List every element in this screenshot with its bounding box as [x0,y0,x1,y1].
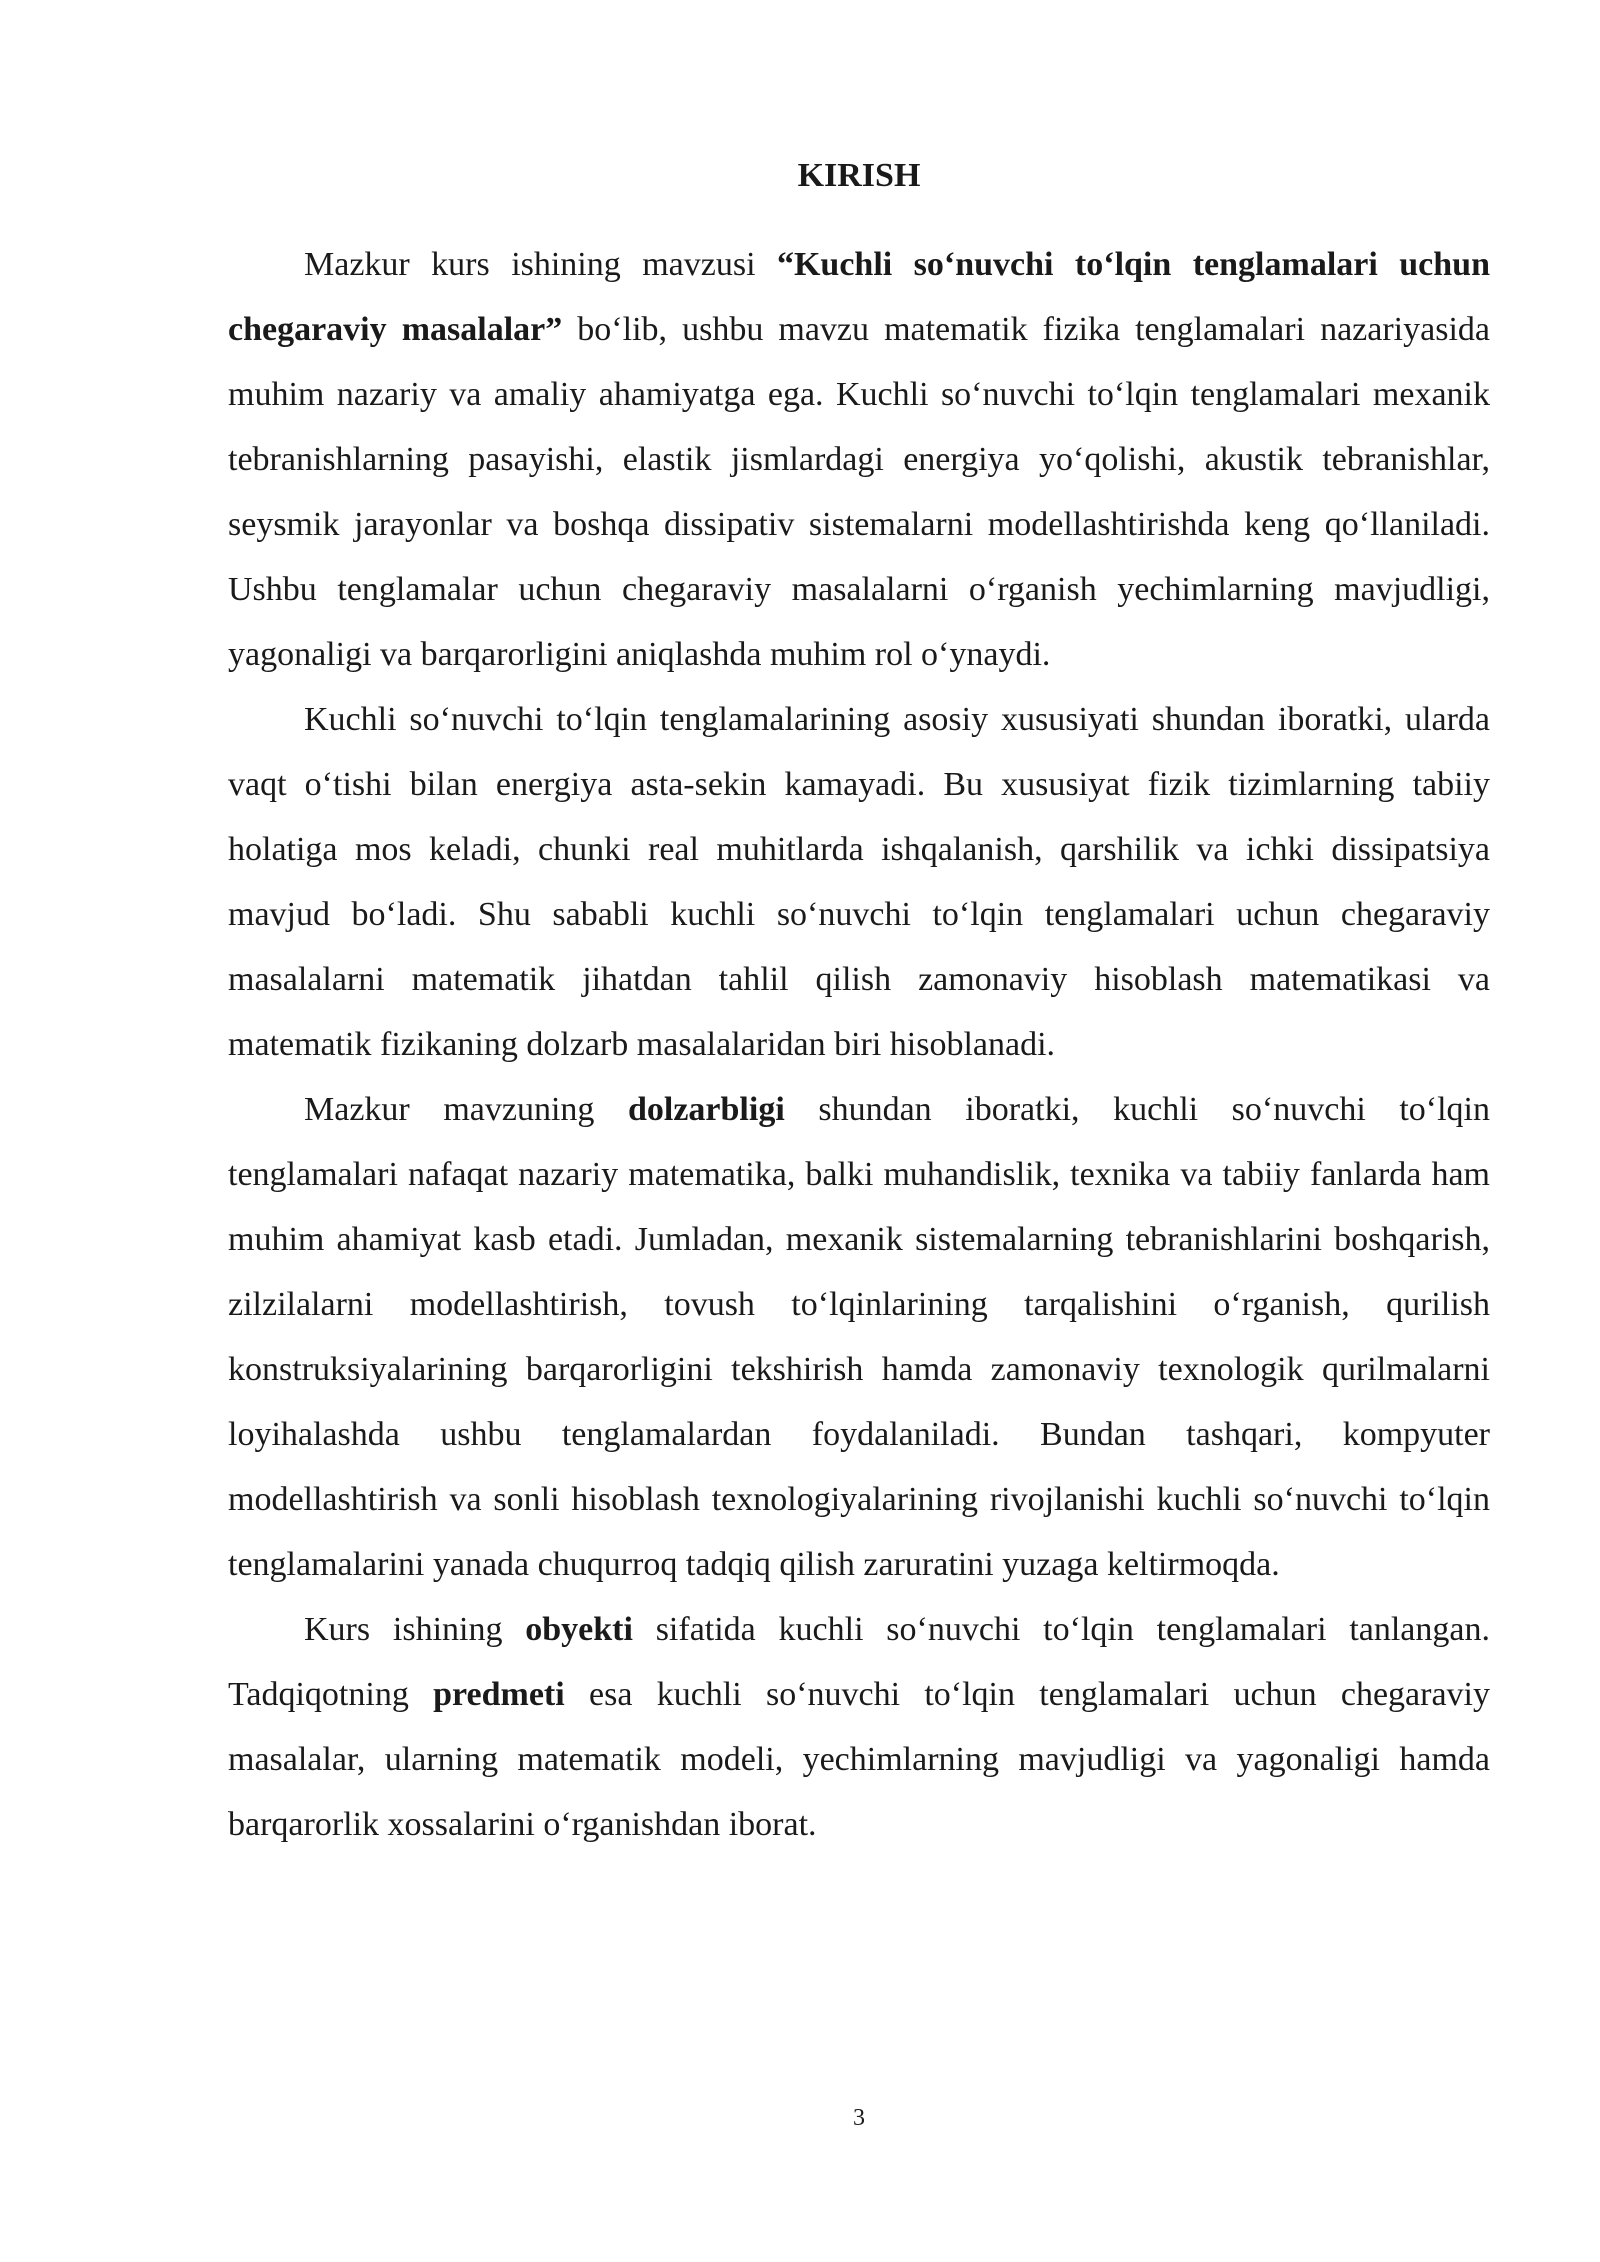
paragraph-topic [228,232,1490,687]
section-title: KIRISH [797,157,921,194]
paragraph-topic-intro: Mazkur kurs ishining mavzusi [304,246,777,283]
object-term: obyekti [525,1611,633,1648]
paragraph-topic-rest: bo‘lib, ushbu mavzu matematik fizika tenglamalari nazariyasida muhim nazariy va amaliy ahamiyatga ega. Kuchli so‘nuvchi to‘lqin tenglamalari mexanik tebranishlarning pasayishi, elastik jismlardagi energiya yo‘qolishi, akustik tebranishlar, seysmik jarayonlar va boshqa dissipativ sistemalarni modellashtirishda keng qo‘llaniladi. Ushbu tenglamalar uchun chegaraviy masalalarni o‘rganish yechimlarning mavjudligi, yagonaligi va barqarorligini aniqlashda muhim rol o‘ynaydi. [228,311,1490,673]
relevance-term: dolzarbligi [627,1091,785,1128]
course-topic-title: “Kuchli so‘nuvchi to‘lqin tenglamalari uchun chegaraviy masalalar” [228,246,1490,348]
document-page [228,0,1490,2262]
paragraph-subject-rest: esa kuchli so‘nuvchi to‘lqin tenglamalari uchun chegaraviy masalalar, ularning matematik modeli, yechimlarning mavjudligi va yagonaligi hamda barqarorlik xossalarini o‘rganishdan iborat. [228,1676,1491,1843]
paragraph-relevance [228,1077,1490,1597]
paragraph-object-middle: sifatida kuchli so‘nuvchi to‘lqin tenglamalari tanlangan. Tadqiqotning [228,1611,1490,1713]
paragraph-relevance-intro: Mazkur mavzuning [304,1091,628,1128]
paragraph-relevance-rest: shundan iboratki, kuchli so‘nuvchi to‘lqin tenglamalari nafaqat nazariy matematika, balki muhandislik, texnika va tabiiy fanlarda ham muhim ahamiyat kasb etadi. Jumladan, mexanik sistemalarning tebranishlarini boshqarish, zilzilalarni modellashtirish, tovush to‘lqinlarining tarqalishini o‘rganish, qurilish konstruksiyalarining barqarorligini tekshirish hamda zamonaviy texnologik qurilmalarni loyihalashda ushbu tenglamalardan foydalaniladi. Bundan tashqari, kompyuter modellashtirish va sonli hisoblash texnologiyalarining rivojlanishi kuchli so‘nuvchi to‘lqin tenglamalarini yanada chuqurroq tadqiq qilish zaruratini yuzaga keltirmoqda. [228,1091,1491,1583]
paragraph-object-subject [228,1597,1490,1857]
paragraph-properties: Kuchli so‘nuvchi to‘lqin tenglamalarining asosiy xususiyati shundan iboratki, ularda vaqt o‘tishi bilan energiya asta-sekin kamayadi. Bu xususiyat fizik tizimlarning tabiiy holatiga mos keladi, chunki real muhitlarda ishqalanish, qarshilik va ichki dissipatsiya mavjud bo‘ladi. Shu sababli kuchli so‘nuvchi to‘lqin tenglamalari uchun chegaraviy masalalarni matematik jihatdan tahlil qilish zamonaviy hisoblash matematikasi va matematik fizikaning dolzarb masalalaridan biri hisoblanadi. [228,701,1490,1063]
subject-term: predmeti [433,1676,565,1713]
paragraph-object-intro: Kurs ishining [304,1611,526,1648]
body-text [228,232,1490,1857]
page-number: 3 [853,2105,865,2131]
